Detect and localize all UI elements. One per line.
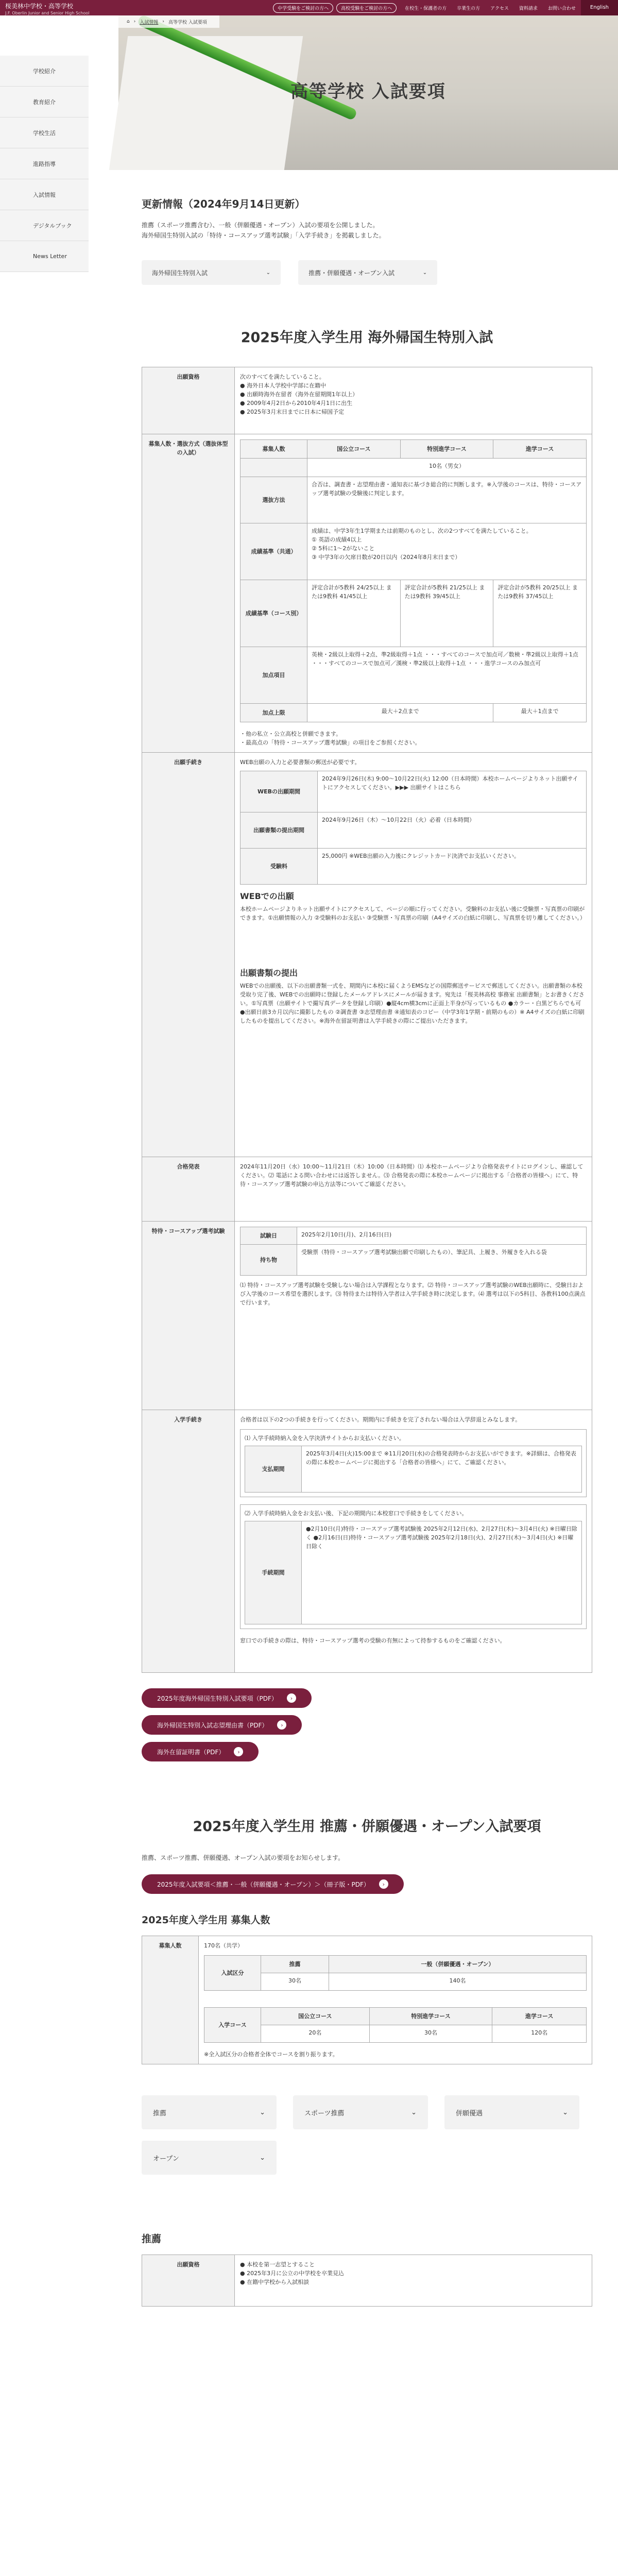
brand-logo[interactable]: [5, 3, 90, 17]
sidebar-item-school-life[interactable]: 学校生活: [0, 117, 89, 148]
recruit-inner-table: 募集人数 国公立コース 特別進学コース 進学コース 10名（男女） 選抜方法 合否は、調査書・志望理由書・通知表に基づき総合的に判断します。※入学後のコースは、特待・コースアップ選考試験の受験後に判定します。 成績基準（共通） 成績は、中学3年生1学期または前期のものとし、次の2つすべてを満たしていること。 ① 英語の成績4以上 ② 5科に1～2がないこと ③ 中学3年の欠席日数が20日以内（2024年8月末日まで） 成績基準（コース別） 評定合計が5教科 24/25以上 または9教科 41/45以上 評定合計が5教科 21/25以上 または9教科 39/45以上 評定合計が5教科 20/25以上 または9教科 37/45以上 加点項目 英検・2級以上取得＋2点、準2級取得＋1点 ・・・すべてのコースで加点可／数検・準2級以上取得＋1点 ・・・すべてのコースで加点可／漢検・準2級以上取得＋1点 ・・・進学コースのみ加点可 加点上限 最大＋2点まで 最大＋1点まで: [240, 439, 587, 722]
dropdown-recommend-label: 推薦・併願優遇・オープン入試: [308, 269, 395, 277]
update-title: 更新情報（2024年9月14日更新）: [142, 198, 305, 210]
procedure-cell: WEB出願の入力と必要書類の郵送が必要です。 WEBの出願期間 2024年9月26日(木) 9:00～10月22日(火) 12:00（日本時間）本校ホームページよりネット出願サイトにアクセスしてください。▶▶▶ 出願サイトはこちら 出願書類の提出期間 2024年9月26日（木）～10月22日（火）必着（日本時間） 受験料 25,000円 ※WEB出願の入力後にクレジットカード決済でお支払いください。 WEBでの出願 本校ホームページよりネット出願サイトにアクセスして、ページの順に行ってください。受験料のお支払い後に受験票・写真票の印刷ができます。①出願情報の入力 ②受験料のお支払い ③受験票・写真票の印刷（A4サイズの白紙に印刷し、写真票を切り離してください。） 出願書類の提出 WEBでの出願後、以下の出願書類一式を、期間内に本校に届くようEMSなどの国際郵送サービスで郵送してください。出願書類の本校受取り完了後、WEBでの出願時に登録したメールアドレスにメールが届きます。宛先は「桜美林高校 事務室 出願書類」とお書きください。①写真票（出願サイトで撮写真データを登録し印刷）●縦4cm横3cmに正面上半身が写っているもの ●カラー・白黒どちらでも可 ●出願日前3カ月以内に撮影したもの ②調査書 ③志望理由書 ④通知表のコピー（中学3年1学期・前期のもの）※ A4サイズの白紙に印刷したものを提出してください。※海外在留証明書は入学手続きの際にご提出いただきます。: [235, 753, 592, 1157]
nav-link-students[interactable]: 在校生・保護者の方: [405, 6, 447, 11]
pdf-button-general-guide[interactable]: 2025年度入試要項＜推薦・一般（併願優遇・オープン）＞（冊子版・PDF） ›: [142, 1874, 404, 1894]
kubun-table: 入試区分 推薦 一般（併願優遇・オープン） 30名 140名: [204, 1955, 587, 1991]
pdf-button-overseas-cert[interactable]: 海外在留証明書（PDF） ›: [142, 1742, 259, 1761]
dropdown-open[interactable]: オープン ⌄: [142, 2141, 277, 2175]
sidebar-item-career[interactable]: 進路指導: [0, 148, 89, 179]
chevron-down-icon: ⌄: [562, 2108, 568, 2116]
chevron-down-icon: ⌄: [266, 269, 270, 276]
hero-paper: [109, 36, 303, 170]
nav-pill-senior[interactable]: 高校受験をご検討の方へ: [336, 3, 397, 13]
breadcrumb-admission[interactable]: 入試情報: [140, 20, 159, 25]
suisen-title: 推薦: [142, 2233, 162, 2245]
chevron-down-icon: ⌄: [260, 2108, 265, 2116]
arrow-right-icon: ›: [234, 1747, 243, 1756]
chevron-down-icon: ⌄: [260, 2154, 265, 2162]
result-label: 合格発表: [142, 1157, 235, 1222]
dropdown-returnee[interactable]: [142, 260, 281, 285]
recruit-cell: 募集人数 国公立コース 特別進学コース 進学コース 10名（男女） 選抜方法 合否は、調査書・志望理由書・通知表に基づき総合的に判断します。※入学後のコースは、特待・コースアップ選考試験の受験後に判定します。 成績基準（共通） 成績は、中学3年生1学期または前期のものとし、次の2つすべてを満たしていること。 ① 英語の成績4以上 ② 5科に1～2がないこと ③ 中学3年の欠席日数が20日以内（2024年8月末日まで） 成績基準（コース別） 評定合計が5教科 24/25以上 または9教科 41/45以上 評定合計が5教科 21/25以上 または9教科 39/45以上 評定合計が5教科 20/25以上 または9教科 37/45以上 加点項目 英検・2級以上取得＋2点、準2級取得＋1点 ・・・すべてのコースで加点可／数検・準2級以上取得＋1点 ・・・すべてのコースで加点可／漢検・準2級以上取得＋1点 ・・・進学コースのみ加点可 加点上限 最大＋2点まで 最大＋1点まで ・他の私立・公立高校と併願できます。 ・最高点の「特待・コースアップ選考試験」の項目をご参照ください。: [235, 434, 592, 753]
home-icon[interactable]: ⌂: [127, 19, 130, 24]
main-content: [142, 196, 592, 2307]
breadcrumb: ⌂ › 入試情報 › 高等学校 入試要項: [118, 15, 219, 28]
section1-title: 2025年度入学生用 海外帰国生特別入試: [241, 330, 493, 346]
qualification-label: 出願資格: [142, 367, 235, 434]
top-bar: [0, 0, 618, 15]
top-nav: [273, 0, 618, 15]
section2-intro: 推薦、スポーツ推薦、併願優遇、オープン入試の要項をお知らせします。: [142, 1854, 345, 1861]
procedure-inner-table: WEBの出願期間 2024年9月26日(木) 9:00～10月22日(火) 12:00（日本時間）本校ホームページよりネット出願サイトにアクセスしてください。▶▶▶ 出願サイトはこちら 出願書類の提出期間 2024年9月26日（木）～10月22日（火）必着（日本時間） 受験料 25,000円 ※WEB出願の入力後にクレジットカード決済でお支払いください。: [240, 771, 587, 885]
dropdown-heigan[interactable]: 併願優遇 ⌄: [444, 2095, 579, 2129]
suisen-table: 出願資格 ● 本校を第一志望とすること ● 2025年3月に公立の中学校を卒業見込 ● 在籍中学校から入試相談: [142, 2255, 592, 2307]
web-period[interactable]: 2024年9月26日(木) 9:00～10月22日(火) 12:00（日本時間）本校ホームページよりネット出願サイトにアクセスしてください。▶▶▶ 出願サイトはこちら: [318, 771, 587, 812]
sidebar-item-admission[interactable]: 入試情報: [0, 179, 89, 210]
suisen-qual-label: 出願資格: [142, 2255, 235, 2307]
page-title: 高等学校 入試要項: [290, 81, 446, 102]
dropdown-sports[interactable]: スポーツ推薦 ⌄: [293, 2095, 428, 2129]
sidebar-item-digital-book[interactable]: デジタルブック: [0, 210, 89, 241]
course-table: 入学コース 国公立コース 特別進学コース 進学コース 20名 30名 120名: [204, 2007, 587, 2043]
sidebar: [0, 56, 89, 272]
dropdown-returnee-label: 海外帰国生特別入試: [152, 269, 208, 277]
pdf-button-returnee-guide[interactable]: 2025年度海外帰国生特別入試要項（PDF） ›: [142, 1688, 312, 1708]
recruit-table: 募集人数 170名（共学） 入試区分 推薦 一般（併願優遇・オープン） 30名 140名 入学コース 国公立コース 特別進学コース 進学コース 20名 30名 120名 ※全入試区分の合格者全体でコースを割り振ります。: [142, 1936, 592, 2064]
update-line-2: 海外帰国生特別入試の「特待・コースアップ選考試験」「入学手続き」を掲載しました。: [142, 232, 385, 239]
returnee-table: 出願資格 次のすべてを満たしていること。 ● 海外日本人学校中学部に在籍中 ● 出願時海外在留者（海外在留期間1年以上） ● 2009年4月2日から2010年4月1日に出生 ● 2025年3月末日までに日本に帰国予定 募集人数・選抜方式（選抜体型の入試） 募集人数 国公立コース 特別進学コース 進学コース 10名（男女） 選抜方法 合否は、調査書・志望理由書・通知表に基づき総合的に判断します。※入学後のコースは、特待・コースアップ選考試験の受験後に判定します。 成績基準（共通） 成績は、中学3年生1学期または前期のものとし、次の2つすべてを満たしていること。 ① 英語の成績4以上 ② 5科に1～2がないこと ③ 中学3年の欠席日数が20日以内（2024年8月末日まで） 成績基準（コース別） 評定合計が5教科 24/25以上 または9教科 41/45以上 評定合計が5教科 21/25以上 または9教科 39/45以上 評定合計が5教科 20/25以上 または9教科 37/45以上 加点項目 英検・2級以上取得＋2点、準2級取得＋1点 ・・・すべてのコースで加点可／数検・準2級以上取得＋1点 ・・・すべてのコースで加点可／漢検・準2級以上取得＋1点 ・・・進学コースのみ加点可 加点上限 最大＋2点まで 最大＋1点まで ・他の私立・公立高校と併願できます。 ・最高点の「特待・コースアップ選考試験」の項目をご参照ください。 出願手続き WEB出願の入力と必要書類の郵送が必要です。 WEBの出願期間 2024年9月26日(木) 9:00～10月22日(火) 12:00（日本時間）本校ホームページよりネット出願サイトにアクセスしてください。▶▶▶ 出願サイトはこちら 出願書類の提出期間 2024年9月26日（木）～10月22日（火）必着（日本時間） 受験料 25,000円 ※WEB出願の入力後にクレジットカード決済でお支払いください。 WEBでの出願 本校ホームページよりネット出願サイトにアクセスして、ページの順に行ってください。受験料のお支払い後に受験票・写真票の印刷ができます。①出願情報の入力 ②受験料のお支払い ③受験票・写真票の印刷（A4サイズの白紙に印刷し、写真票を切り離してください。） 出願書類の提出 WEBでの出願後、以下の出願書類一式を、期間内に本校に届くようEMSなどの国際郵送サービスで郵送してください。出願書類の本校受取り完了後、WEBでの出願時に登録したメールアドレスにメールが届きます。宛先は「桜美林高校 事務室 出願書類」とお書きください。①写真票（出願サイトで撮写真データを登録し印刷）●縦4cm横3cmに正面上半身が写っているもの ●カラー・白黒どちらでも可 ●出願日前3カ月以内に撮影したもの ②調査書 ③志望理由書 ④通知表のコピー（中学3年1学期・前期のもの）※ A4サイズの白紙に印刷したものを提出してください。※海外在留証明書は入学手続きの際にご提出いただきます。 合格発表 2024年11月20日（水）10:00～11月21日（木）10:00（日本時間）⑴ 本校ホームページより合格発表サイトにログインし、確認してください。⑵ 電話による問い合わせには返答しません。⑶ 合格発表の際に本校ホームページに掲出する「合格者の皆様へ」にて、特待・コースアップ選考試験の申込方法等についてご確認ください。 特待・コースアップ選考試験 試験日 2025年2月10日(月)、2月16日(日) 持ち物 受験票（特待・コースアップ選考試験出願で印刷したもの）、筆記具、上履き、外履きを入れる袋 ⑴ 特待・コースアップ選考試験を受験しない場合は入学課程となります。⑵ 特待・コースアップ選考試験のWEB出願時に、受験日および入学後のコース希望を選択します。⑶ 特待または特待入学者は入学手続き時に決定します。⑷ 選考は以下の5科目、各教科100点満点で行います。 入学手続き 合格者は以下の2つの手続きを行ってください。期間内に手続きを完了されない場合は入学辞退とみなします。 ⑴ 入学手続時納入金を入学決済サイトからお支払いください。 支払期間 2025年3月4日(火)15:00まで ※11月20日(水)の合格発表時からお支払いができます。※詳細は、合格発表の際に本校ホームページに掲出する「合格者の皆様へ」にて、ご確認ください。 ⑵ 入学手続時納入金をお支払い後、下記の期間内に本校窓口で手続きをしてください。 手続期間 ●2月10日(月)特待・コースアップ選考試験後 2025年2月12日(水)、2月27日(木)～3月4日(火) ※日曜日除く ●2月16日(日)特待・コースアップ選考試験後 2025年2月18日(火)、2月27日(木)～3月4日(火) ※日曜日除く 窓口での手続きの際は、特待・コースアップ選考の受験の有無によって持参するものをご確認ください。: [142, 367, 592, 1673]
dropdown-recommend[interactable]: [298, 260, 437, 285]
arrow-right-icon: ›: [379, 1879, 388, 1889]
chevron-down-icon: ⌄: [411, 2108, 417, 2116]
nav-pill-junior[interactable]: 中学受験をご検討の方へ: [273, 3, 333, 13]
pdf-button-returnee-reason[interactable]: 海外帰国生特別入試志望理由書（PDF） ›: [142, 1715, 302, 1735]
breadcrumb-current: 高等学校 入試要項: [168, 20, 207, 25]
special-label: 特待・コースアップ選考試験: [142, 1222, 235, 1410]
nav-link-alumni[interactable]: 卒業生の方: [457, 6, 480, 11]
brand-sub: J.F. Oberlin Junior and Senior High School: [5, 11, 90, 15]
recruit-label: 募集人数・選抜方式（選抜体型の入試）: [142, 434, 235, 753]
special-inner-table: 試験日 2025年2月10日(月)、2月16日(日) 持ち物 受験票（特待・コースアップ選考試験出願で印刷したもの）、筆記具、上履き、外履きを入れる袋: [240, 1227, 587, 1276]
dropdown-suisen[interactable]: 推薦 ⌄: [142, 2095, 277, 2129]
brand-name: 桜美林中学校・高等学校: [5, 3, 74, 10]
arrow-right-icon: ›: [287, 1693, 296, 1703]
nav-link-contact[interactable]: お問い合わせ: [547, 6, 576, 11]
nav-link-access[interactable]: アクセス: [490, 6, 509, 11]
sidebar-item-about[interactable]: 学校紹介: [0, 56, 89, 87]
chevron-down-icon: ⌄: [422, 269, 427, 276]
nav-link-brochure[interactable]: 資料請求: [519, 6, 538, 11]
update-line-1: 推薦（スポーツ推薦含む）、一般（併願優遇・オープン）入試の要項を公開しました。: [142, 222, 379, 229]
english-button[interactable]: English: [581, 0, 618, 15]
qualification-cell: 次のすべてを満たしていること。 ● 海外日本人学校中学部に在籍中 ● 出願時海外在留者（海外在留期間1年以上） ● 2009年4月2日から2010年4月1日に出生 ● 2025年3月末日までに日本に帰国予定: [235, 367, 592, 434]
enroll-label: 入学手続き: [142, 1410, 235, 1673]
sidebar-item-newsletter[interactable]: News Letter: [0, 241, 89, 272]
section2-title: 2025年度入学生用 推薦・併願優遇・オープン入試要項: [193, 1819, 541, 1835]
web-apply-title: WEBでの出願: [240, 891, 294, 901]
recruit-title: 2025年度入学生用 募集人数: [142, 1914, 270, 1926]
docs-title: 出願書類の提出: [240, 968, 298, 978]
recruit-total-label: 募集人数: [142, 1936, 199, 2064]
sidebar-item-education[interactable]: 教育紹介: [0, 87, 89, 117]
arrow-right-icon: ›: [277, 1720, 286, 1730]
procedure-label: 出願手続き: [142, 753, 235, 1157]
